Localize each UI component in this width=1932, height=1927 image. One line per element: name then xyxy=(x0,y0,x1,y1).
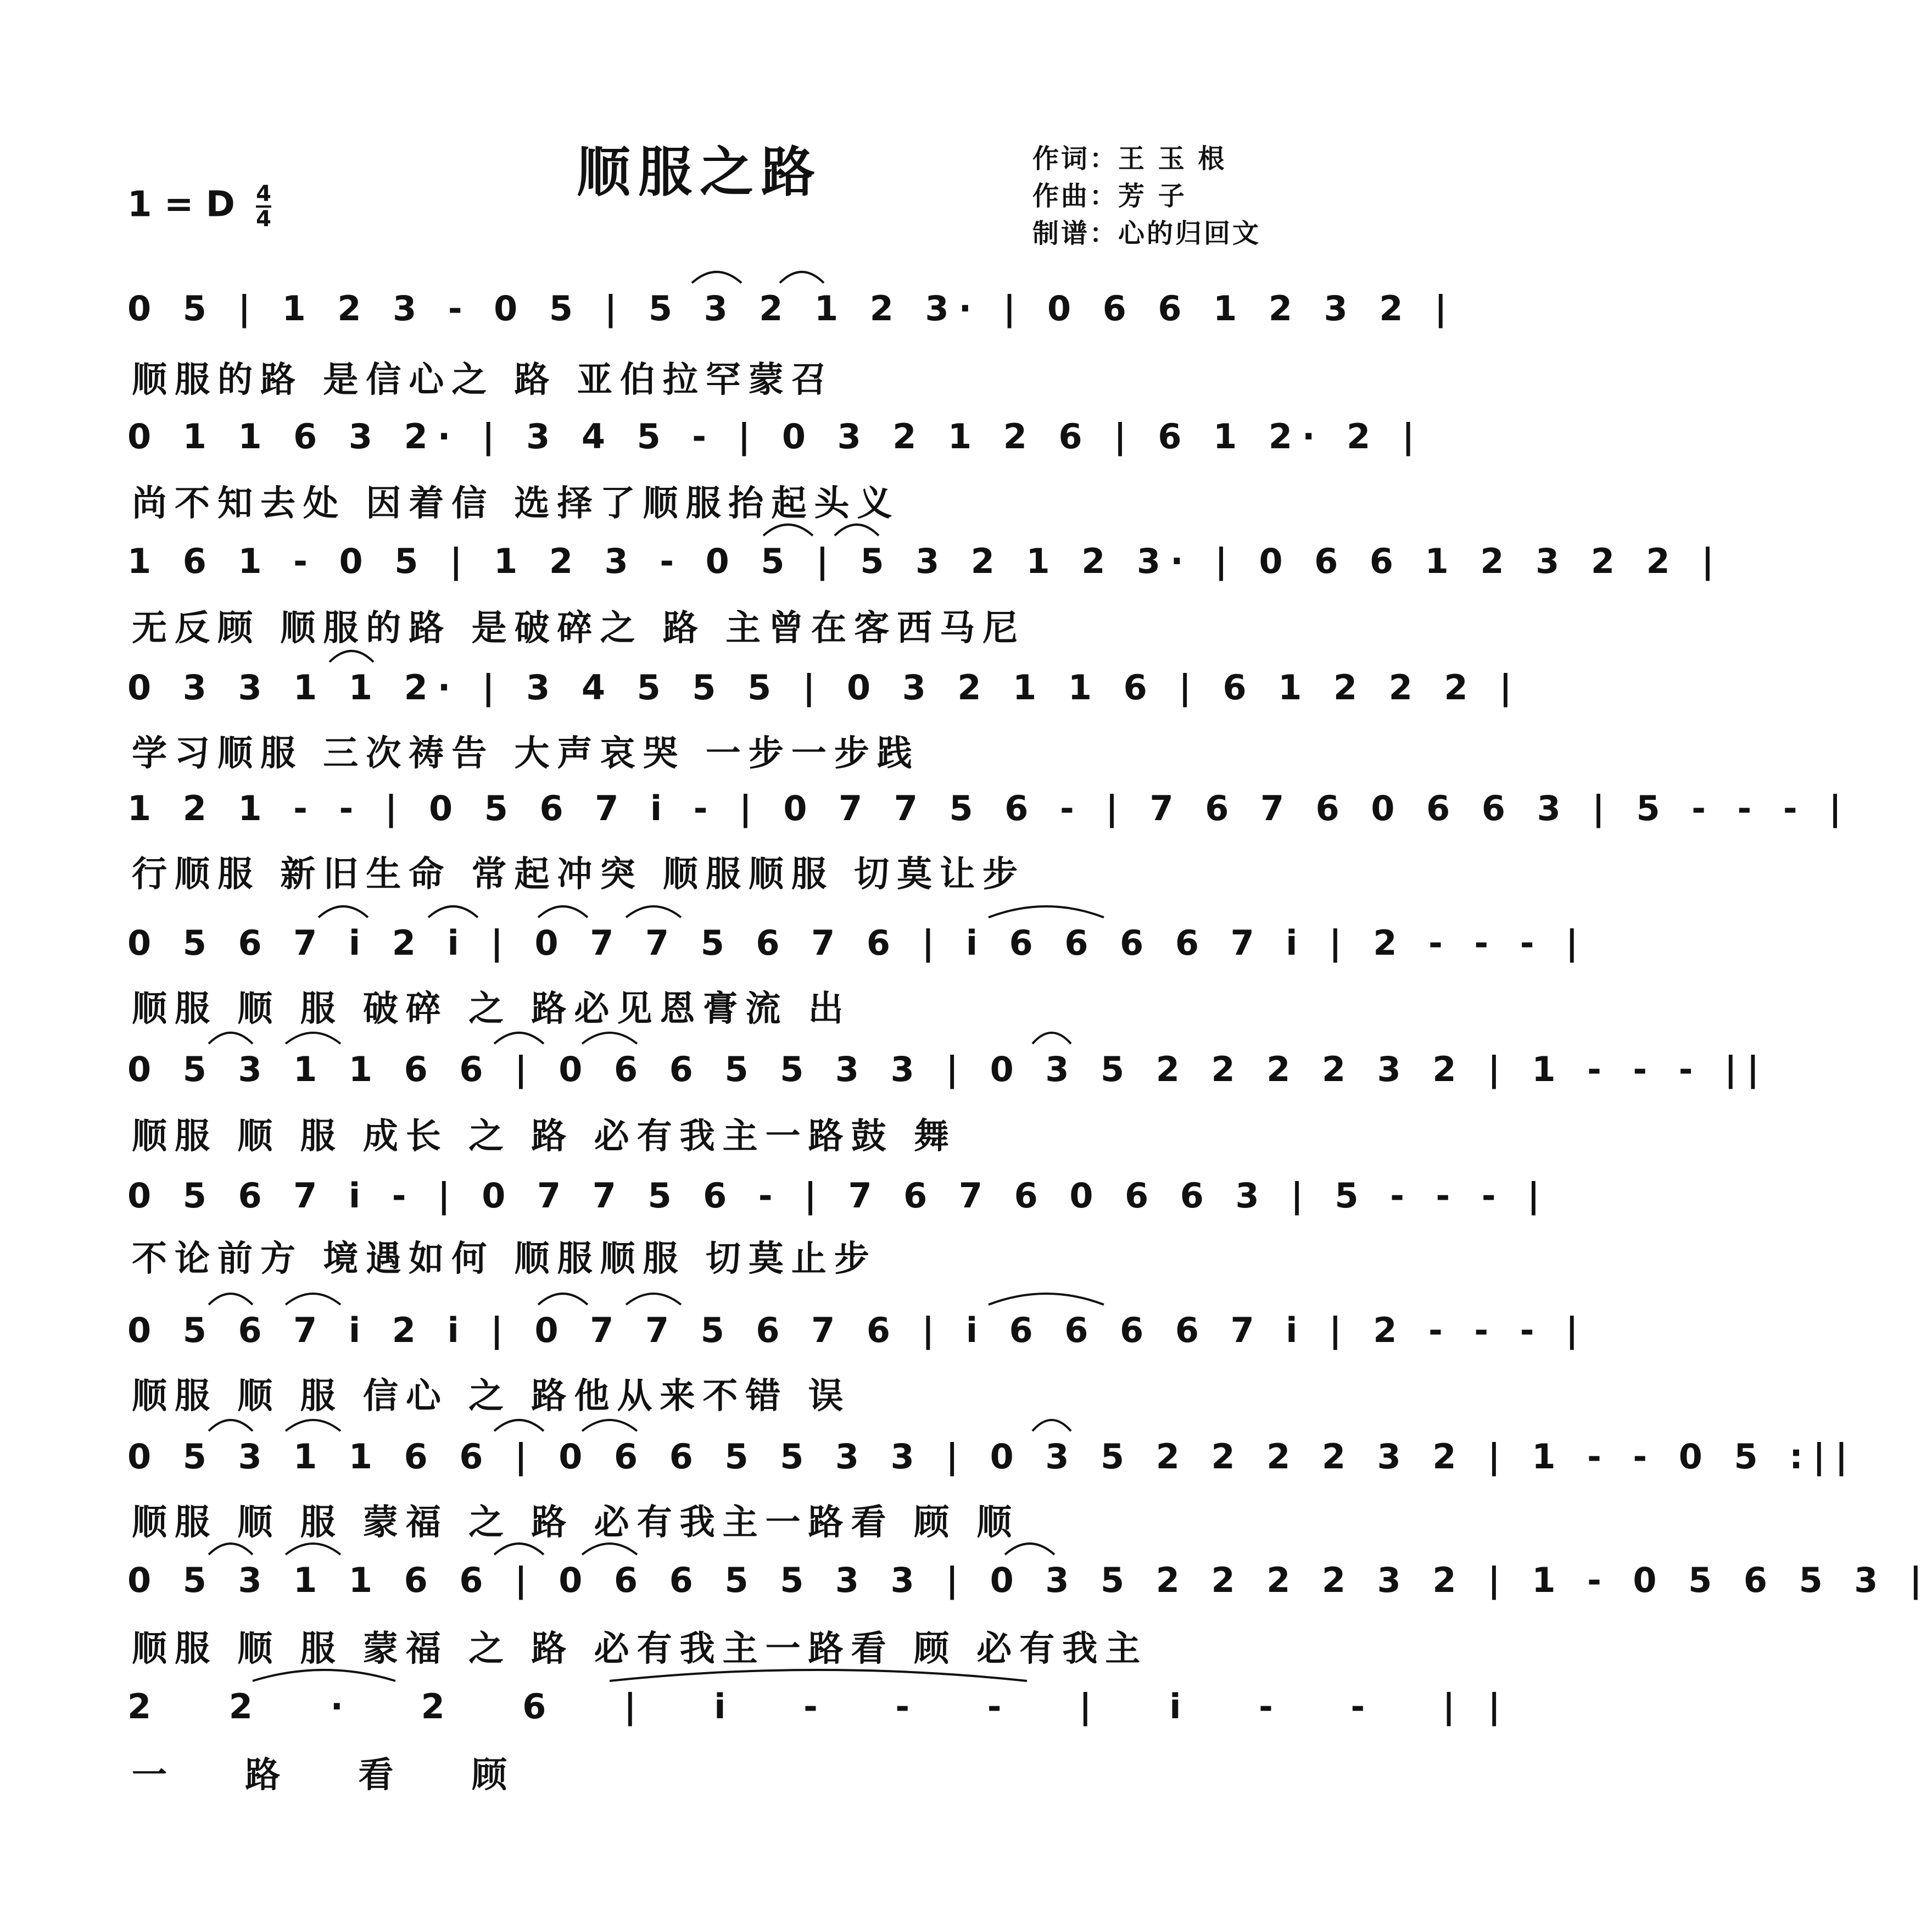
key-signature xyxy=(127,182,271,231)
slur-arc xyxy=(780,272,824,283)
notation-line-7: 0 5 3 1 1 6 6 | 0 6 6 5 5 3 3 | 0 3 5 2 2 2 2 3 2 | 1 - - - || xyxy=(127,1049,1769,1089)
key-label: 1 = D xyxy=(127,184,235,225)
slur-arc xyxy=(763,525,813,536)
lyric-line-6: 顺服 顺 服 破碎 之 路必见恩膏流 出 xyxy=(132,989,851,1029)
slur-arc xyxy=(1032,1033,1071,1044)
slur-arc xyxy=(582,1420,637,1431)
notation-line-12: 2 2 · 2 6 | i - - - | i - - || xyxy=(127,1686,1534,1726)
slur-arc xyxy=(538,906,588,917)
slur-arc xyxy=(286,1420,340,1431)
lyric-line-5: 行顺服 新旧生命 常起冲突 顺服顺服 切莫让步 xyxy=(132,854,1026,895)
slur-arc xyxy=(835,525,879,536)
notation-line-4: 0 3 3 1 1 2· | 3 4 5 5 5 | 0 3 2 1 1 6 | 6 1 2 2 2 | xyxy=(127,667,1522,708)
slur-arc xyxy=(626,1294,681,1305)
slur-arc xyxy=(286,1033,340,1044)
slur-arc xyxy=(209,1033,253,1044)
lyric-line-1: 顺服的路 是信心之 路 亚伯拉罕蒙召 xyxy=(132,360,834,400)
notation-line-10: 0 5 3 1 1 6 6 | 0 6 6 5 5 3 3 | 0 3 5 2 2 2 2 3 2 | 1 - - 0 5 :|| xyxy=(127,1436,1858,1477)
slur-arc xyxy=(286,1544,340,1555)
notation-line-3: 1 6 1 - 0 5 | 1 2 3 - 0 5 | 5 3 2 1 2 3· | 0 6 6 1 2 3 2 2 | xyxy=(127,541,1724,581)
lyric-line-8: 不论前方 境遇如何 顺服顺服 切莫止步 xyxy=(132,1239,877,1279)
lyric-line-9: 顺服 顺 服 信心 之 路他从来不错 误 xyxy=(132,1376,851,1417)
slur-arc xyxy=(319,906,368,917)
notation-line-9: 0 5 6 7 i 2 i | 0 7 7 5 6 7 6 | i 6 6 6 6 7 i | 2 - - - | xyxy=(127,1310,1588,1350)
slur-arc xyxy=(286,1294,340,1305)
lyric-line-3: 无反顾 顺服的路 是破碎之 路 主曾在客西马尼 xyxy=(132,608,1026,649)
slur-arc xyxy=(626,906,681,917)
notation-line-2: 0 1 1 6 3 2· | 3 4 5 - | 0 3 2 1 2 6 | 6 1 2· 2 | xyxy=(127,416,1425,456)
lyric-line-4: 学习顺服 三次祷告 大声哀哭 一步一步践 xyxy=(132,733,920,774)
slur-arc xyxy=(989,1294,1104,1305)
slur-arc xyxy=(494,1033,544,1044)
slur-arc xyxy=(989,906,1104,917)
notation-line-8: 0 5 6 7 i - | 0 7 7 5 6 - | 7 6 7 6 0 6 6 3 | 5 - - - | xyxy=(127,1176,1550,1216)
slur-arc xyxy=(209,1294,253,1305)
lyric-line-12: 一 路 看 顾 xyxy=(132,1755,540,1796)
slur-arc xyxy=(209,1544,253,1555)
lyric-line-7: 顺服 顺 服 成长 之 路 必有我主一路鼓 舞 xyxy=(132,1116,957,1157)
slur-arc xyxy=(1005,1544,1054,1555)
lyric-line-10: 顺服 顺 服 蒙福 之 路 必有我主一路看 顾 顺 xyxy=(132,1502,1020,1543)
lyric-line-11: 顺服 顺 服 蒙福 之 路 必有我主一路看 顾 必有我主 xyxy=(132,1629,1148,1669)
slur-arc xyxy=(1032,1420,1071,1431)
slur-arc xyxy=(538,1294,588,1305)
time-signature-top: 4 xyxy=(256,181,271,207)
page-title: 顺服之路 xyxy=(577,141,823,204)
slur-arc xyxy=(494,1420,544,1431)
transcriber-credit: 制谱：心的归回文 xyxy=(1032,218,1261,249)
slur-arc xyxy=(692,272,741,283)
lyricist-credit: 作词：王 玉 根 xyxy=(1032,143,1227,174)
slur-arc xyxy=(494,1544,544,1555)
notation-line-1: 0 5 | 1 2 3 - 0 5 | 5 3 2 1 2 3· | 0 6 6 1 2 3 2 | xyxy=(127,288,1457,328)
notation-line-5: 1 2 1 - - | 0 5 6 7 i - | 0 7 7 5 6 - | 7 6 7 6 0 6 6 3 | 5 - - - | xyxy=(127,788,1851,828)
slur-arc xyxy=(253,1670,395,1681)
time-signature-bottom: 4 xyxy=(256,207,271,232)
slur-arc xyxy=(209,1420,253,1431)
composer-credit: 作曲：芳 子 xyxy=(1032,181,1187,211)
slur-arc xyxy=(582,1544,637,1555)
slur-arc xyxy=(582,1033,637,1044)
slur-arc xyxy=(330,651,373,662)
time-signature xyxy=(256,182,271,231)
slur-arc xyxy=(610,1670,1027,1681)
notation-line-6: 0 5 6 7 i 2 i | 0 7 7 5 6 7 6 | i 6 6 6 6 7 i | 2 - - - | xyxy=(127,923,1588,963)
notation-line-11: 0 5 3 1 1 6 6 | 0 6 6 5 5 3 3 | 0 3 5 2 2 2 2 3 2 | 1 - 0 5 6 5 3 | xyxy=(127,1560,1932,1600)
lyric-line-2: 尚不知去处 因着信 选择了顺服抬起头义 xyxy=(132,483,900,524)
slur-arc xyxy=(428,906,478,917)
